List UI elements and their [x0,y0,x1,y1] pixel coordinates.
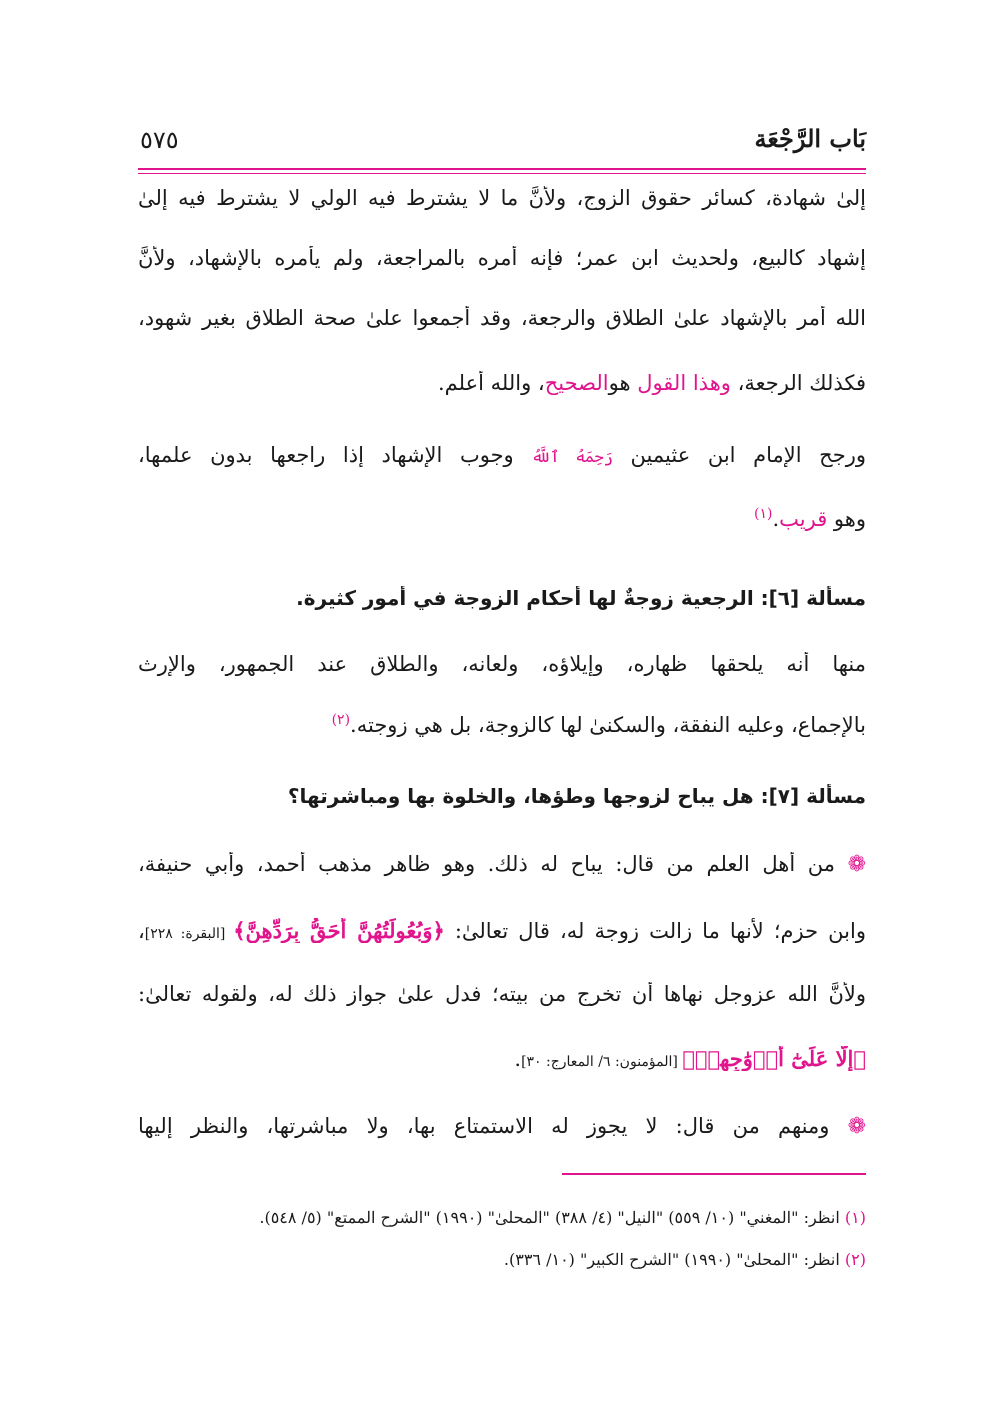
issue-title: هل يباح لزوجها وطؤها، والخلوة بها ومباشرتها؟ [287,784,761,808]
ornament-bullet-icon: ❁ [847,1114,866,1139]
text-span: من أهل العلم من قال: يباح له ذلك. وهو ظاهر مذهب أحمد، وأبي حنيفة، [138,852,848,876]
text-span: ، [138,919,145,943]
paragraph-line [138,371,866,395]
footnote [138,1250,866,1269]
page-number: ٥٧٥ [140,126,179,154]
header-rule-thin [138,173,866,174]
text-span: وجوب الإشهاد إذا راجعها بدون علمها، [138,443,532,467]
text-span: . [772,507,780,531]
header-rule [138,168,866,170]
highlight-text: الصحيح [544,371,609,395]
footnote-marker[interactable]: (١) [754,506,773,522]
text-span: وهو [827,507,866,531]
footnote-marker[interactable]: (٢) [331,712,351,728]
text-span: ، والله أعلم. [438,371,545,395]
footnote-number: (١) [844,1208,866,1227]
footnote-text: انظر: "المغني" (١٠/ ٥٥٩) "النيل" (٤/ ٣٨٨) "المحلىٰ" (١٩٩٠) "الشرح الممتع" (٥/ ٥٤٨). [259,1208,845,1227]
text-span: هو [608,371,638,395]
footnote [138,1208,866,1227]
verse-reference: [المؤمنون: ٦/ المعارج: ٣٠] [521,1054,683,1070]
footnote-text: انظر: "المحلىٰ" (١٩٩٠) "الشرح الكبير" (١٠/ ٣٣٦). [503,1250,845,1269]
text-span: وابن حزم؛ لأنها ما زالت زوجة له، قال تعالىٰ: [444,919,866,943]
honorific-text: رَحِمَهُ ٱللَّهُ [531,447,613,466]
quran-verse: ﴿وَبُعُولَتُهُنَّ أَحَقُّ بِرَدِّهِنَّ﴾ [233,918,445,943]
paragraph-line: الله أمر بالإشهاد علىٰ الطلاق والرجعة، وقد أجمعوا علىٰ صحة الطلاق بغير شهود، [138,306,866,330]
issue-title: الرجعية زوجةٌ لها أحكام الزوجة في أمور كثيرة. [296,586,761,610]
quran-verse: ﴿إِلَّا عَلَىٰٓ أَزۡوَٰجِهِمۡ﴾ [682,1046,866,1071]
ornament-bullet-icon: ❁ [847,852,866,877]
highlight-text: قريب [779,507,828,531]
paragraph-line: إلىٰ شهادة، كسائر حقوق الزوج، ولأنَّ ما لا يشترط فيه الولي لا يشترط فيه إلىٰ [138,186,866,210]
chapter-title: بَاب الرَّجْعَة [754,124,866,153]
paragraph-line [138,443,866,467]
issue-label: مسألة [٧]: [760,784,866,808]
paragraph-line [138,918,866,943]
verse-reference: [البقرة: ٢٢٨] [144,926,234,942]
text-span: فكذلك الرجعة، [730,371,866,395]
paragraph-line: إشهاد كالبيع، ولحديث ابن عمر؛ فإنه أمره بالمراجعة، ولم يأمره بالإشهاد، ولأنَّ [138,246,866,270]
text-span: . [514,1047,522,1071]
paragraph-line [138,1114,866,1139]
paragraph-line [138,712,866,737]
paragraph-line: ولأنَّ الله عزوجل نهاها أن تخرج من بيته؛ فدل علىٰ جواز ذلك له، ولقوله تعالىٰ: [138,982,866,1006]
issue-heading [138,586,866,610]
issue-label: مسألة [٦]: [760,586,866,610]
text-span: ومنهم من قال: لا يجوز له الاستمتاع بها، ولا مباشرتها، والنظر إليها [138,1114,848,1138]
footnote-number: (٢) [844,1250,866,1269]
highlight-text: وهذا القول [637,371,731,395]
paragraph-line [138,1046,866,1071]
paragraph-line: منها أنه يلحقها ظهاره، وإيلاؤه، ولعانه، والطلاق عند الجمهور، والإرث [138,652,866,676]
footnote-rule [562,1173,866,1175]
text-span: بالإجماع، وعليه النفقة، والسكنىٰ لها كالزوجة، بل هي زوجته. [350,713,866,737]
issue-heading [138,784,866,808]
paragraph-line [138,852,866,877]
text-span: ورجح الإمام ابن عثيمين [612,443,866,467]
paragraph-line [138,506,866,531]
